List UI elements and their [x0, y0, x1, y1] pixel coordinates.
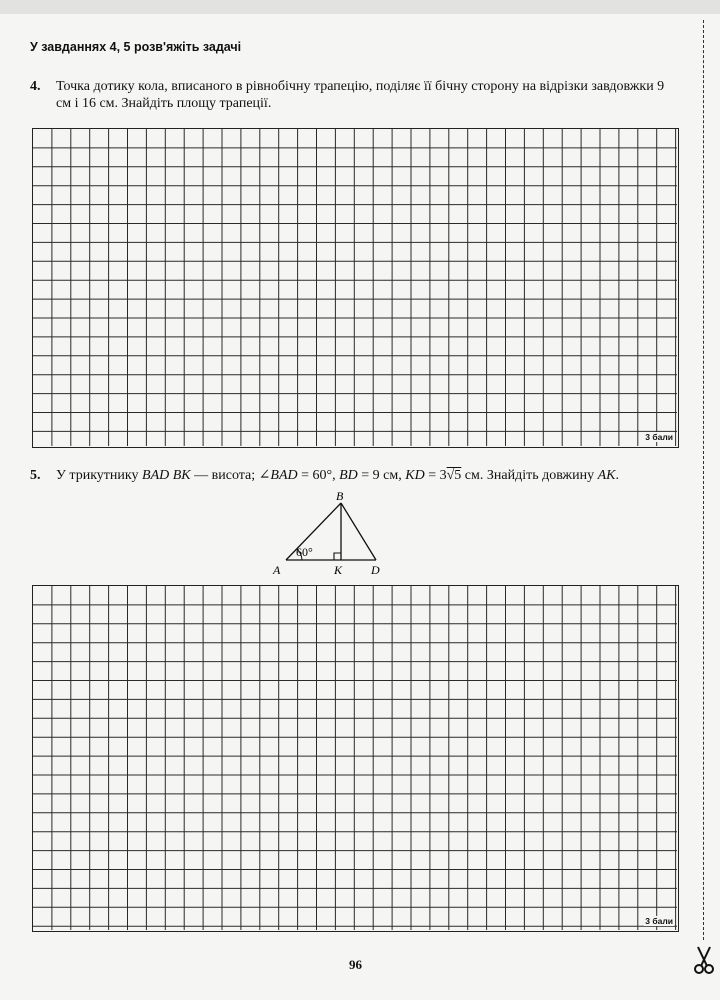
right-angle-mark	[334, 553, 341, 560]
side-bd	[341, 503, 376, 560]
task-number: 4.	[30, 79, 41, 94]
scissors-icon	[693, 945, 715, 975]
answer-grid-4[interactable]	[32, 128, 679, 448]
triangle-figure	[260, 488, 400, 580]
vertex-d: D	[371, 563, 380, 577]
section-heading: У завданнях 4, 5 розв'яжіть задачі	[30, 40, 242, 54]
cut-line	[703, 20, 704, 940]
grid-lines	[33, 129, 677, 446]
side-ab	[286, 503, 341, 560]
task-number: 5.	[30, 468, 41, 483]
task-text: Точка дотику кола, вписаного в рівнобічну трапецію, поділяє її бічну сторону на відрізки завдовжки 9 см і 16 см. Знайдіть площу трапеції.	[56, 79, 665, 111]
vertex-k: K	[334, 563, 343, 577]
score-label: 3 бали	[645, 916, 673, 926]
vertex-a: A	[273, 563, 281, 577]
grid-lines	[33, 586, 677, 930]
vertex-b: B	[336, 489, 344, 503]
page-top-edge	[0, 0, 720, 14]
angle-label: 60°	[296, 545, 313, 559]
sqrt-expression: √5	[446, 468, 462, 483]
score-label: 3 бали	[645, 432, 673, 442]
task-text: У трикутнику BAD BK — висота; ∠BAD = 60°, BD = 9 см, KD = 3√5 см. Знайдіть довжину AK.	[56, 468, 619, 483]
answer-grid-5[interactable]	[32, 585, 679, 932]
page-number: 96	[349, 957, 362, 972]
